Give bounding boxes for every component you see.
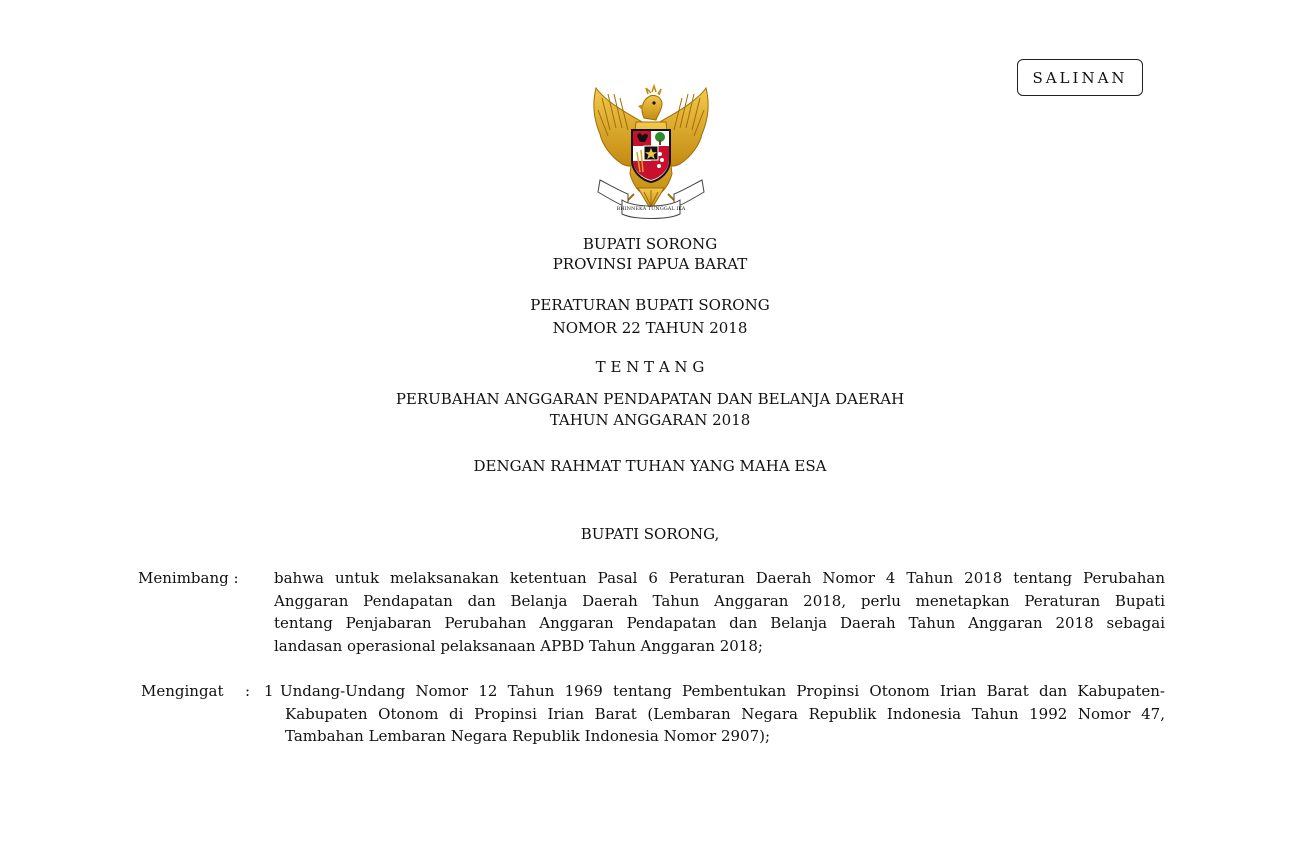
mengingat-item-number: 1 xyxy=(264,682,274,700)
menimbang-line: tentang Penjabaran Perubahan Anggaran Pendapatan dan Belanja Daerah Tahun Anggaran 2018 sebagai xyxy=(274,614,1165,632)
salinan-stamp xyxy=(1017,59,1143,96)
tentang-heading: T E N T A N G xyxy=(595,358,705,376)
mengingat-label: Mengingat xyxy=(141,682,224,700)
salinan-label: SALINAN xyxy=(1032,68,1128,87)
garuda-emblem xyxy=(588,84,714,220)
mengingat-item-text xyxy=(280,680,1165,703)
mengingat-line: Undang-Undang Nomor 12 Tahun 1969 tentang Pembentukan Propinsi Otonom Irian Barat dan Kabupaten- xyxy=(280,682,1165,700)
mengingat-line: Kabupaten Otonom di Propinsi Irian Barat (Lembaran Negara Republik Indonesia Tahun 1992 Nomor 47, xyxy=(285,704,1165,723)
mengingat-line: Tambahan Lembaran Negara Republik Indonesia Nomor 2907); xyxy=(285,727,771,745)
menimbang-line: Anggaran Pendapatan dan Belanja Daerah Tahun Anggaran 2018, perlu menetapkan Peraturan Bupati xyxy=(274,591,1165,610)
authority-heading: BUPATI SORONG, xyxy=(580,525,720,543)
motto-text: BHINNEKA TUNGGAL IKA xyxy=(616,206,686,212)
office-title: BUPATI SORONG xyxy=(582,235,718,253)
menimbang-label: Menimbang : xyxy=(138,569,239,587)
subject-line-2: TAHUN ANGGARAN 2018 xyxy=(549,411,751,429)
menimbang-line: bahwa untuk melaksanakan ketentuan Pasal 6 Peraturan Daerah Nomor 4 Tahun 2018 tentang Perubahan xyxy=(274,569,1165,587)
menimbang-line: landasan operasional pelaksanaan APBD Tahun Anggaran 2018; xyxy=(274,636,763,655)
menimbang-paragraph xyxy=(274,567,1165,657)
subject-line-1: PERUBAHAN ANGGARAN PENDAPATAN DAN BELANJA DAERAH xyxy=(395,390,905,408)
province-title: PROVINSI PAPUA BARAT xyxy=(552,255,748,273)
emblem-shield xyxy=(632,130,670,182)
garuda-emblem-icon xyxy=(588,84,714,220)
mengingat-item-continuation xyxy=(285,703,1165,748)
mengingat-colon: : xyxy=(245,682,251,700)
regulation-title: PERATURAN BUPATI SORONG xyxy=(530,296,770,314)
regulation-number: NOMOR 22 TAHUN 2018 xyxy=(552,319,748,337)
garuda-head xyxy=(642,95,662,120)
invocation: DENGAN RAHMAT TUHAN YANG MAHA ESA xyxy=(473,457,827,475)
